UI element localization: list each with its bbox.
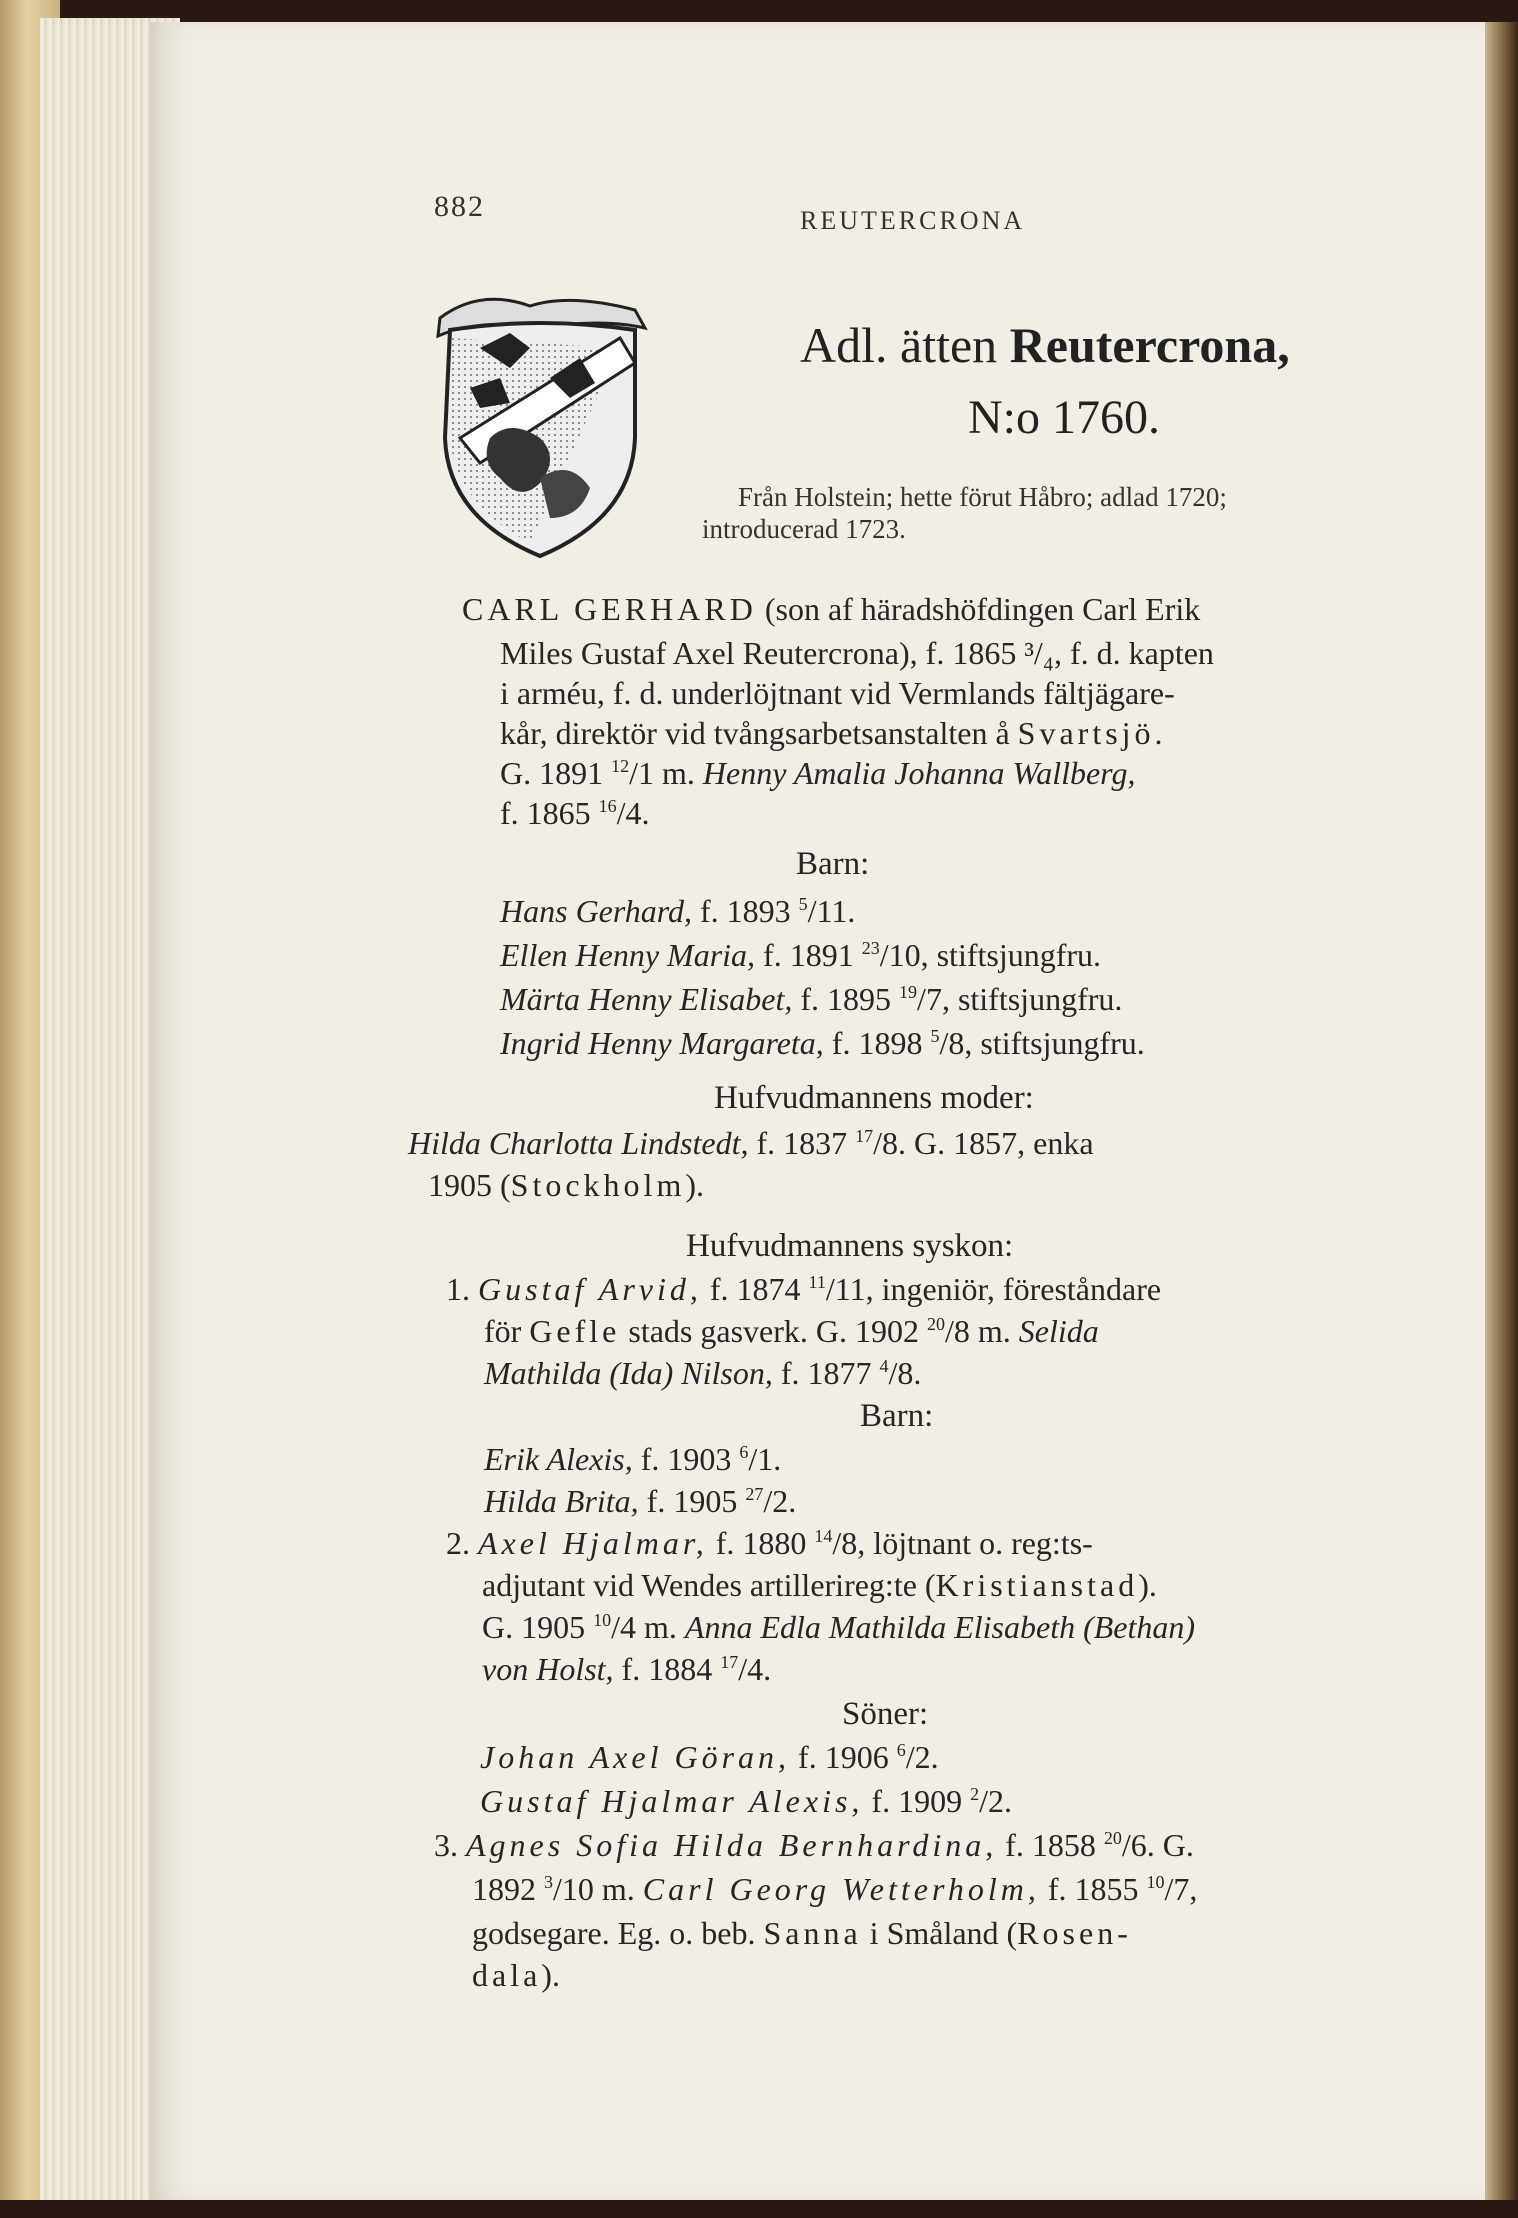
sibling-1-line-1: 1. Gustaf Arvid, f. 1874 $^{11}$/11, ingeniör, föreståndare <box>446 1271 1162 1307</box>
main-line-1: CARL GERHARD (son af häradshöfdingen Carl Erik <box>462 591 1201 627</box>
sibling-2-son: Johan Axel Göran, f. 1906 $^6$/2. <box>480 1739 939 1775</box>
mother-line-2: 1905 (Stockholm). <box>428 1167 704 1203</box>
sibling-2-line-1: 2. Axel Hjalmar, f. 1880 $^{14}$/8, löjtnant o. reg:ts- <box>446 1525 1093 1561</box>
coat-of-arms-icon <box>420 288 660 563</box>
sibling-3-line-3: godsegare. Eg. o. beb. Sanna i Småland (Rosen- <box>472 1915 1132 1951</box>
sibling-1-child: Erik Alexis, f. 1903 $^6$/1. <box>484 1441 782 1477</box>
main-line-6: f. 1865 $^{16}$/4. <box>500 795 650 831</box>
siblings-heading: Hufvudmannens syskon: <box>686 1228 1014 1264</box>
origin-line-2: introducerad 1723. <box>702 514 906 544</box>
sibling-2-sons-heading: Söner: <box>842 1696 929 1732</box>
child-entry: Ingrid Henny Margareta, f. 1898 $^5$/8, stiftsjungfru. <box>500 1025 1145 1061</box>
main-line-5: G. 1891 $^{12}$/1 m. Henny Amalia Johanna Wallberg, <box>500 755 1136 791</box>
main-line-4: kår, direktör vid tvångsarbetsanstalten å Svartsjö. <box>500 715 1167 751</box>
child-entry: Hans Gerhard, f. 1893 $^5$/11. <box>500 893 856 929</box>
main-line-2: Miles Gustaf Axel Reutercrona), f. 1865 ³/₄, f. d. kapten <box>500 635 1214 671</box>
mother-name: Hilda Charlotta Lindstedt, <box>408 1125 749 1161</box>
children-heading: Barn: <box>796 846 870 882</box>
sibling-1-child: Hilda Brita, f. 1905 $^{27}$/2. <box>484 1483 797 1519</box>
page-number: 882 <box>434 190 485 223</box>
title-prefix: Adl. ätten <box>800 317 998 373</box>
family-name: Reutercrona, <box>1009 317 1290 373</box>
sibling-2-line-3: G. 1905 $^{10}$/4 m. Anna Edla Mathilda Elisabeth (Bethan) <box>482 1609 1196 1645</box>
family-number: N:o 1760. <box>968 391 1160 444</box>
sibling-2-line-2: adjutant vid Wendes artillerireg:te (Kristianstad). <box>482 1567 1157 1603</box>
sibling-3-line-4: dala). <box>472 1957 560 1993</box>
sibling-2-son: Gustaf Hjalmar Alexis, f. 1909 $^2$/2. <box>480 1783 1012 1819</box>
sibling-1-children-heading: Barn: <box>860 1398 934 1434</box>
sibling-1-line-3: Mathilda (Ida) Nilson, f. 1877 $^4$/8. <box>484 1355 922 1391</box>
main-line-3: i arméu, f. d. underlöjtnant vid Vermlands fältjägare- <box>500 675 1175 711</box>
book-binding-top <box>0 0 1518 22</box>
sibling-1-line-2: för Gefle stads gasverk. G. 1902 $^{20}$/8 m. Selida <box>484 1313 1099 1349</box>
mother-heading: Hufvudmannens moder: <box>714 1080 1034 1116</box>
origin-line-1: Från Holstein; hette förut Håbro; adlad 1720; <box>738 482 1227 512</box>
child-entry: Märta Henny Elisabet, f. 1895 $^{19}$/7, stiftsjungfru. <box>500 981 1123 1017</box>
child-entry: Ellen Henny Maria, f. 1891 $^{23}$/10, stiftsjungfru. <box>500 937 1102 973</box>
mother-line-1: Hilda Charlotta Lindstedt, f. 1837 $^{17}$/8. G. 1857, enka <box>408 1125 1094 1161</box>
sibling-2-line-4: von Holst, f. 1884 $^{17}$/4. <box>482 1651 772 1687</box>
head-of-family-name: CARL GERHARD <box>462 591 757 627</box>
spouse-name: Henny Amalia Johanna Wallberg, <box>702 755 1136 791</box>
book-binding-bottom <box>0 2200 1518 2218</box>
family-title <box>800 316 1290 374</box>
sibling-3-line-2: 1892 $^3$/10 m. Carl Georg Wetterholm, f. 1855 $^{10}$/7, <box>472 1871 1198 1907</box>
sibling-3-line-1: 3. Agnes Sofia Hilda Bernhardina, f. 1858 $^{20}$/6. G. <box>434 1827 1194 1863</box>
book-right-edge <box>1485 22 1518 2218</box>
running-head: REUTERCRONA <box>800 206 1026 235</box>
